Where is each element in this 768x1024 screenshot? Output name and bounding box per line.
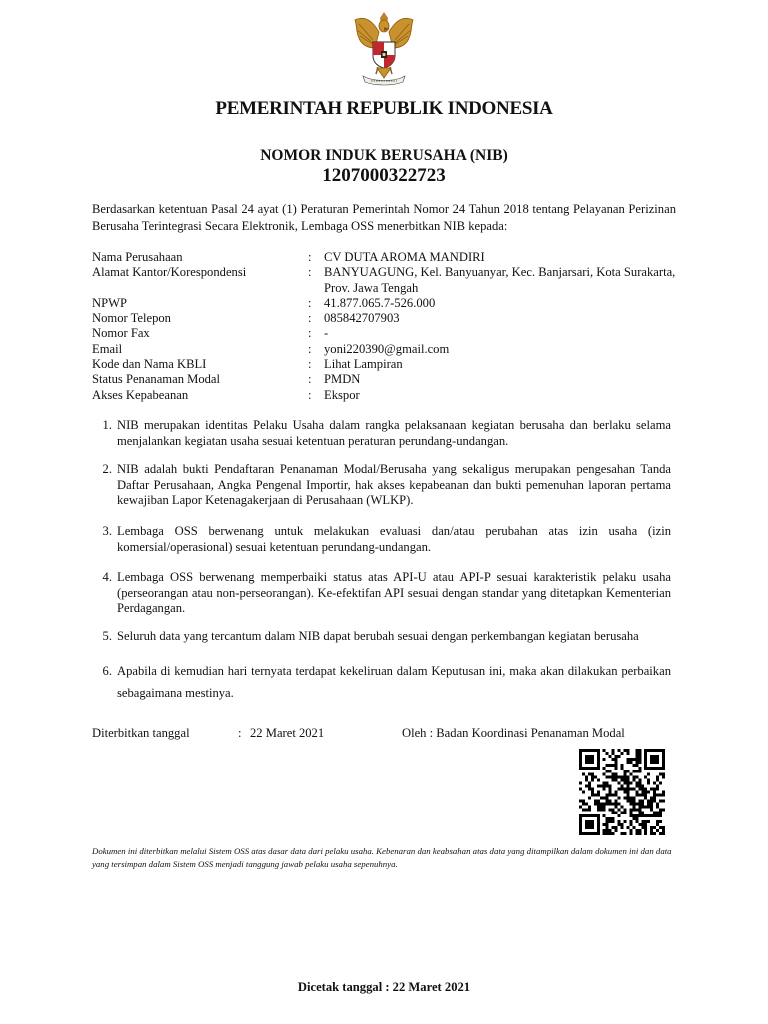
list-item-6 [92,660,671,704]
field-value: Ekspor [324,387,360,402]
list-item-5 [92,629,671,645]
government-title: PEMERINTAH REPUBLIK INDONESIA [215,98,553,119]
printed-date: Dicetak tanggal : 22 Maret 2021 [297,980,471,994]
field-value: 41.877.065.7-526.000 [324,295,436,310]
issued-date-value: 22 Maret 2021 [250,726,325,740]
list-item-text: NIB adalah bukti Pendaftaran Penanaman Modal/Berusaha yang sekaligus merupakan pengesahan Tanda Daftar Perusahaan, Angka Pengenal Importir, hak akses kepabeanan dan bukti pemenuhan laporan pertama kewajiban Lapor Ketenagakerjaan di Perusahaan (WLKP). [117,462,671,507]
list-item-1 [92,418,671,449]
field-row-phone [92,311,676,326]
field-value: yoni220390@gmail.com [324,341,450,356]
field-value: - [324,326,329,341]
list-item-number: 1. [102,418,112,432]
garuda-emblem-icon [351,10,417,86]
nib-title: NOMOR INDUK BERUSAHA (NIB) [260,147,508,164]
issued-date [92,726,325,741]
field-value: BANYUAGUNG, Kel. Banyuanyar, Kec. Banjarsari, Kota Surakarta, Prov. Jawa Tengah [324,265,676,295]
field-label: Akses Kepabeanan [92,387,189,402]
issued-colon: : [238,726,242,740]
list-item-2 [92,462,671,509]
field-value: 085842707903 [324,311,400,326]
company-fields [92,250,676,403]
issuer: Oleh : Badan Koordinasi Penanaman Modal [402,726,625,740]
issued-label: Diterbitkan tanggal [92,726,190,740]
field-label: Email [92,341,123,356]
list-item-text: Seluruh data yang tercantum dalam NIB dapat berubah sesuai dengan perkembangan kegiatan berusaha [117,629,639,643]
field-label: Status Penanaman Modal [92,372,221,387]
list-item-text: NIB merupakan identitas Pelaku Usaha dalam rangka pelaksanaan kegiatan berusaha dan berlaku selama menjalankan kegiatan usaha sesuai ketentuan peraturan perundang-undangan. [117,418,671,448]
list-item-3 [92,524,671,555]
field-row-address [92,265,676,296]
field-label: Alamat Kantor/Korespondensi [92,265,247,280]
nib-number: 1207000322723 [322,165,446,186]
field-row-fax [92,326,676,341]
field-value: PMDN [324,372,361,387]
field-row-kbli [92,357,676,372]
list-item-text: Lembaga OSS berwenang memperbaiki status atas API-U atau API-P sesuai karakteristik pelaku usaha (perseorangan atau non-perseorangan). Ke-efektifan API sesuai dengan standar yang ditetapkan Kementerian Perdagangan. [117,570,671,615]
field-label: Nomor Telepon [92,311,171,326]
field-colon: : [308,341,312,356]
qr-code-icon [577,749,667,835]
field-colon: : [308,295,312,310]
list-item-number: 6. [102,664,112,678]
list-item-number: 4. [102,570,112,584]
field-label: Kode dan Nama KBLI [92,357,207,372]
list-item-number: 2. [102,462,112,476]
field-colon: : [308,387,312,402]
list-item-number: 3. [102,524,112,538]
field-colon: : [308,265,312,280]
field-row-email [92,342,676,357]
field-colon: : [308,250,312,264]
disclaimer: Dokumen ini diterbitkan melalui Sistem OSS atas dasar data dari pelaku usaha. Kebenaran dan keabsahan atas data yang ditampilkan dalam dokumen ini dan data yang tersimpan dalam Sistem OSS menjadi tanggung jawab pelaku usaha sepenuhnya. [92,846,672,869]
list-item-text: Lembaga OSS berwenang untuk melakukan evaluasi dan/atau perubahan atas izin usaha (izin komersial/operasional) sesuai ketentuan perundang-undangan. [117,524,671,554]
field-row-company-name [92,250,676,265]
field-value: Lihat Lampiran [324,357,403,372]
intro-paragraph: Berdasarkan ketentuan Pasal 24 ayat (1) Peraturan Pemerintah Nomor 24 Tahun 2018 tentang Pelayanan Perizinan Berusaha Terintegrasi Secara Elektronik, Lembaga OSS menerbitkan NIB kepada: [92,202,676,233]
field-value: CV DUTA AROMA MANDIRI [324,250,485,264]
field-row-customs-access [92,388,676,403]
field-label: Nomor Fax [92,326,150,341]
field-colon: : [308,311,312,326]
field-colon: : [308,326,312,341]
list-item-number: 5. [102,629,112,643]
field-row-npwp [92,296,676,311]
field-colon: : [308,357,312,372]
field-row-investment-status [92,372,676,387]
list-item-text: Apabila di kemudian hari ternyata terdapat kekeliruan dalam Keputusan ini, maka akan dilakukan perbaikan sebagaimana mestinya. [117,664,671,700]
field-label: Nama Perusahaan [92,250,183,264]
field-colon: : [308,372,312,387]
field-label: NPWP [92,295,127,310]
list-item-4 [92,570,671,617]
